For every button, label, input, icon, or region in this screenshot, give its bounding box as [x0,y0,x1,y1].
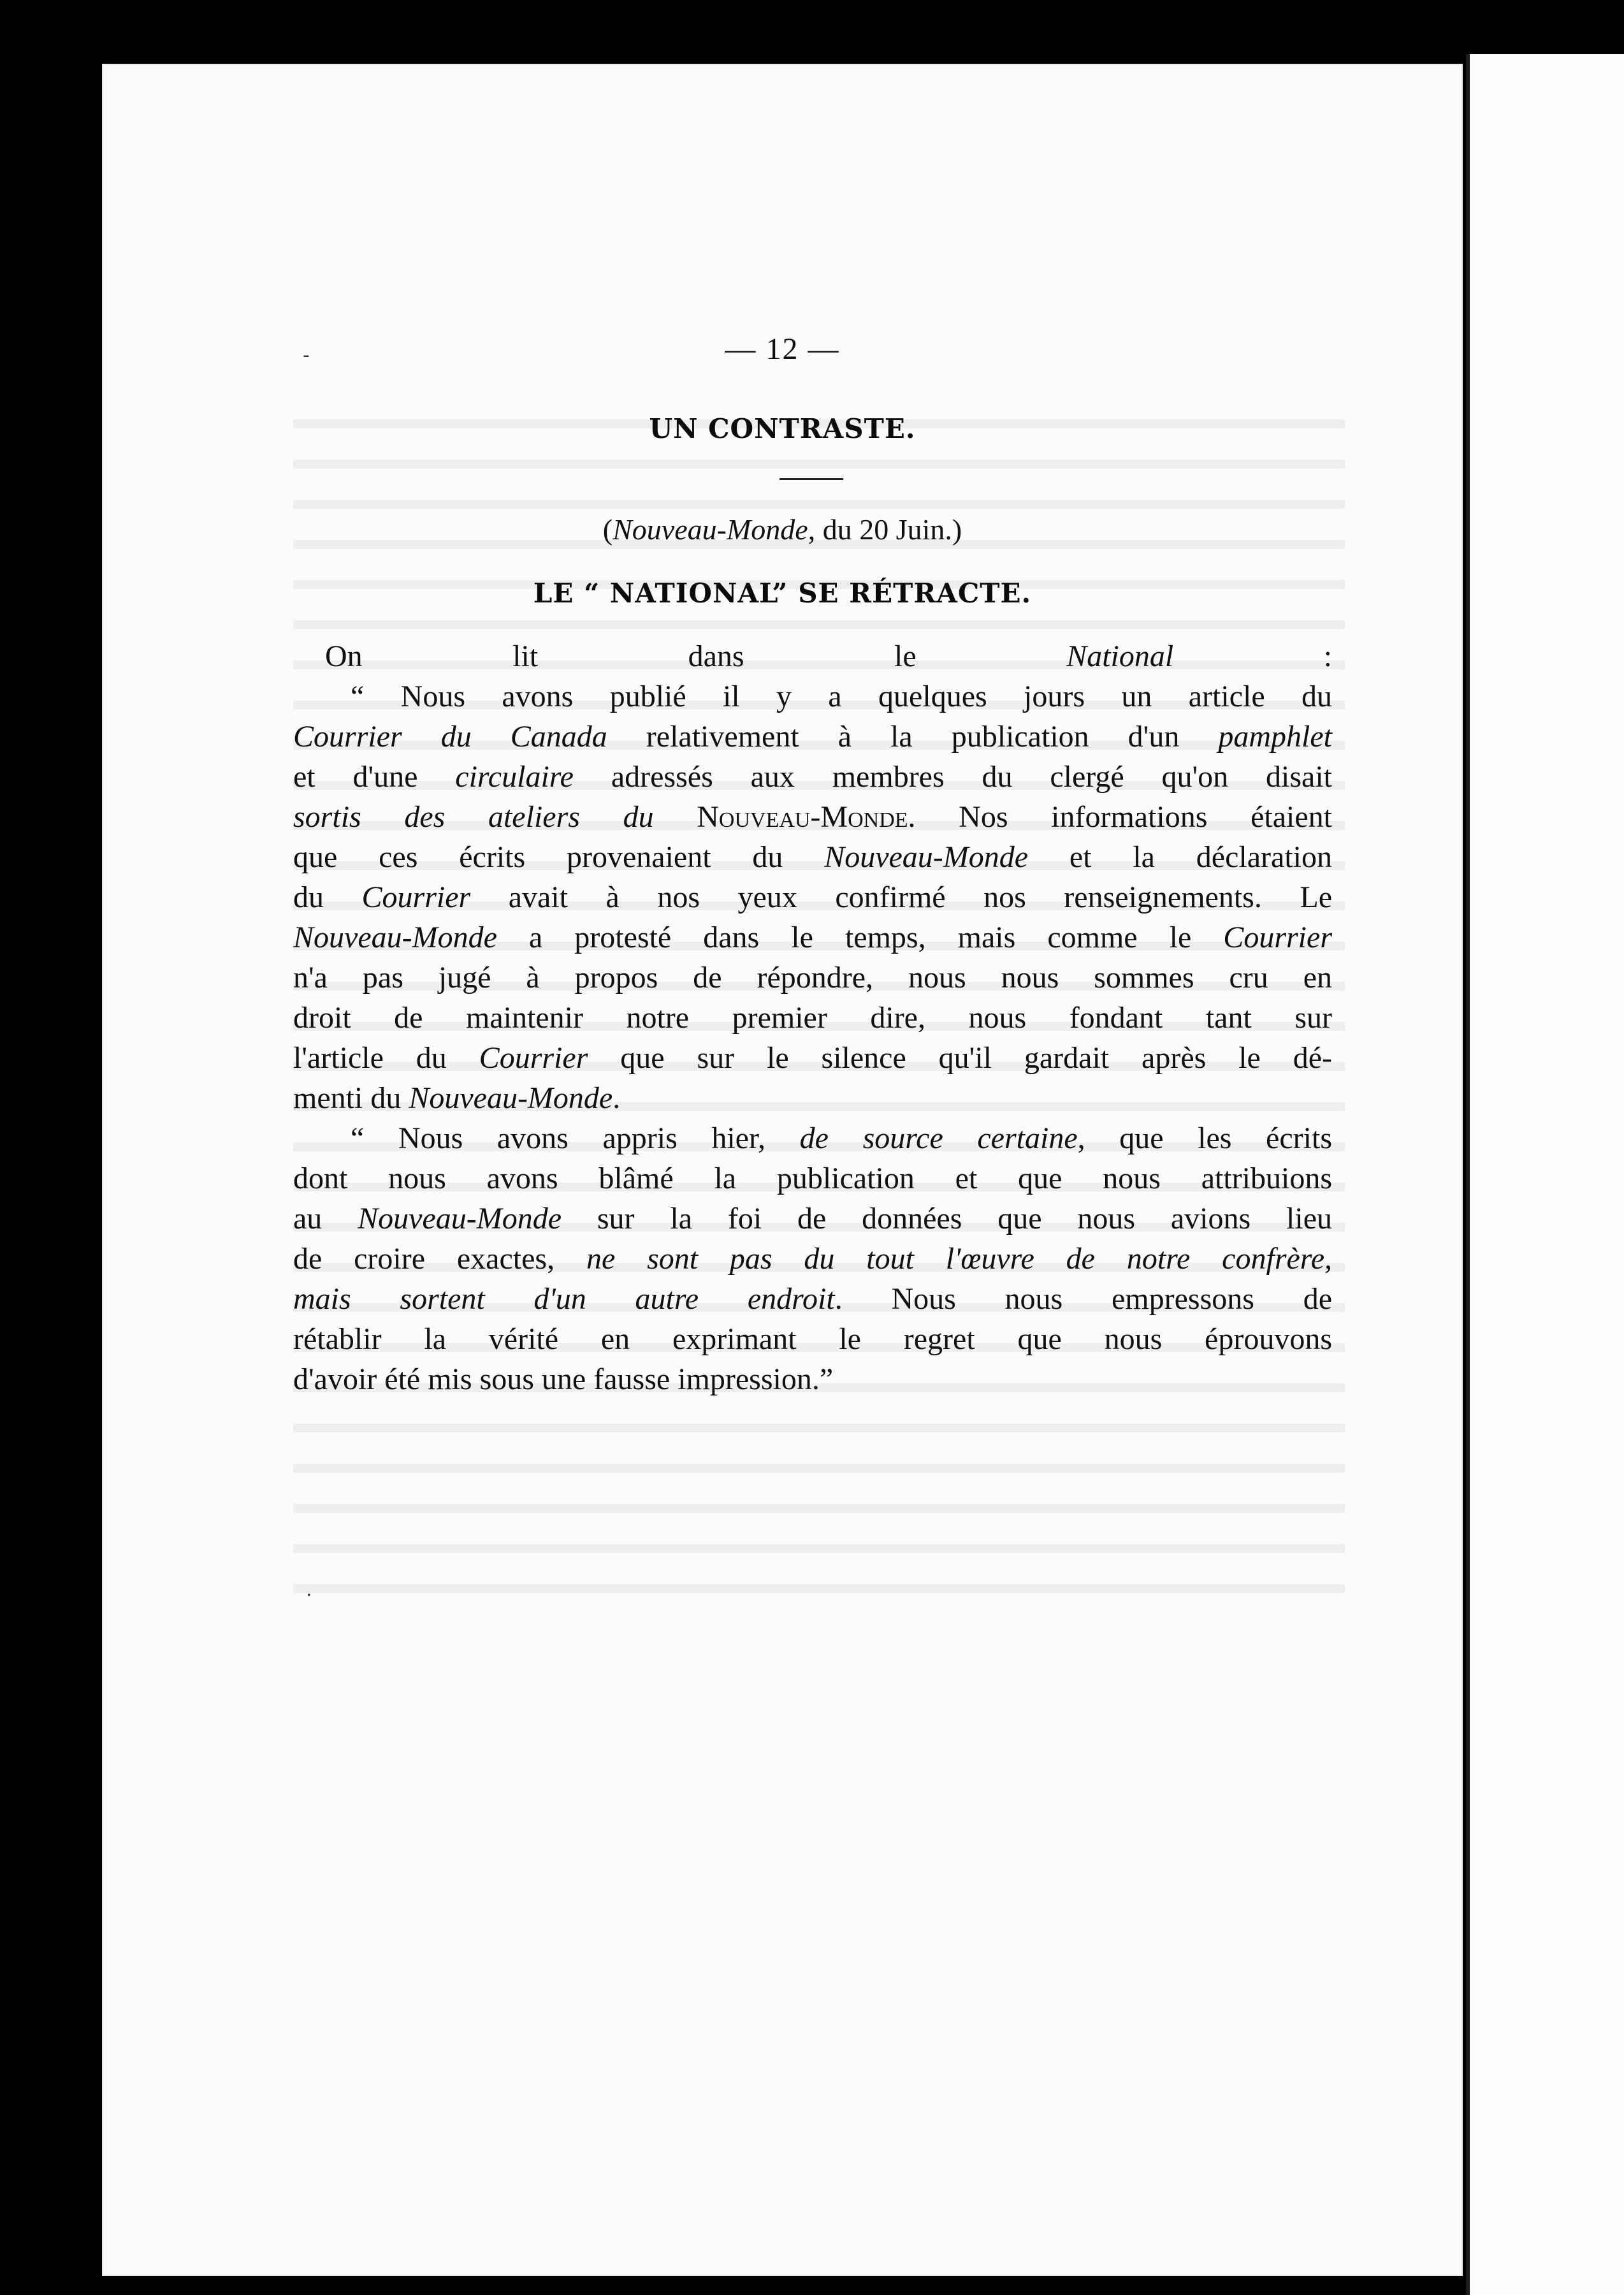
text-segment: . [613,1081,621,1115]
margin-speck: · [306,1584,312,1606]
text-segment: que sur le silence qu'il gardait après le dé- [588,1041,1333,1075]
body-line [293,676,1332,717]
text-segment: Nouveau-Monde [358,1202,562,1235]
text-segment: que ces écrits provenaient du [293,840,825,874]
text-segment: de croire exactes, [293,1242,586,1276]
body-line [293,1359,1332,1399]
body-line [293,636,1332,676]
text-segment: menti du [293,1081,409,1115]
body-line [293,1239,1332,1279]
body-line [293,797,1332,837]
text-segment: circulaire [455,760,574,794]
body-line [293,1078,1332,1118]
text-segment: rétablir la vérité en exprimant le regret que nous éprouvons [293,1322,1332,1356]
body-line [293,1198,1332,1239]
text-segment: et la déclaration [1028,840,1333,874]
body-line [293,1118,1332,1158]
text-segment: relativement à la publication d'un [607,720,1219,754]
text-segment: pamphlet [1218,720,1332,754]
body-line [293,837,1332,877]
article-subtitle: LE “ NATIONAL” SE RÉTRACTE. [533,578,1032,609]
margin-dash: - [303,344,310,367]
text-segment: Courrier [1223,921,1332,954]
body-line [293,1038,1332,1078]
text-segment: de source certaine [799,1121,1078,1155]
article-body [293,636,1332,1399]
text-segment: et d'une [293,760,456,794]
text-segment: sur la foi de données que nous avions lieu [562,1202,1332,1235]
text-segment: d'avoir été mis sous une fausse impression.” [293,1362,834,1396]
text-segment: mais sortent d'un autre endroit [293,1282,835,1316]
adjacent-page-edge [1466,54,1624,2295]
text-segment: Nouveau-Monde [409,1081,613,1115]
page-number: — 12 — [725,332,840,366]
text-segment: . Nous nous empressons de [834,1282,1332,1316]
text-segment: droit de maintenir notre premier dire, nous fondant tant sur [293,1001,1332,1035]
body-line [293,998,1332,1038]
body-line [293,1279,1332,1319]
source-newspaper: Nouveau-Monde [613,513,808,546]
source-line: (Nouveau-Monde, du 20 Juin.) [602,513,962,546]
body-line [293,717,1332,757]
text-segment: dont nous avons blâmé la publication et que nous attribuions [293,1162,1332,1195]
text-segment: ne sont pas du tout l'œuvre de notre confrère, [586,1242,1333,1276]
text-segment: du [293,880,362,914]
text-segment: “ Nous avons publié il y a quelques jours un article du [351,680,1332,713]
text-segment: Courrier [479,1041,588,1075]
title-rule [779,478,843,480]
text-segment: l'article du [293,1041,479,1075]
article-title: UN CONTRASTE. [649,413,916,444]
document-page [102,64,1463,2276]
body-line [293,877,1332,917]
text-segment: On lit dans le [325,639,1067,673]
body-line [293,958,1332,998]
text-segment: adressés aux membres du clergé qu'on disait [573,760,1333,794]
text-segment: avait à nos yeux confirmé nos renseignements. Le [470,880,1332,914]
text-segment: Nouveau-Monde [653,800,908,834]
text-segment: a protesté dans le temps, mais comme le [497,921,1224,954]
text-segment: , que les écrits [1077,1121,1332,1155]
text-segment: Nouveau-Monde [293,921,497,954]
text-segment: : [1173,639,1333,673]
body-line [293,917,1332,958]
text-segment: Courrier [361,880,471,914]
text-segment: National [1066,639,1174,673]
text-segment: Nouveau-Monde [824,840,1029,874]
text-segment: . Nos informations étaient [908,800,1333,834]
text-segment: sortis des ateliers du [293,800,654,834]
text-segment: “ Nous avons appris hier, [351,1121,800,1155]
body-line [293,1319,1332,1359]
body-line [293,1158,1332,1198]
text-segment: au [293,1202,358,1235]
text-segment: Courrier du Canada [293,720,607,754]
body-line [293,757,1332,797]
text-segment: n'a pas jugé à propos de répondre, nous nous sommes cru en [293,961,1332,994]
